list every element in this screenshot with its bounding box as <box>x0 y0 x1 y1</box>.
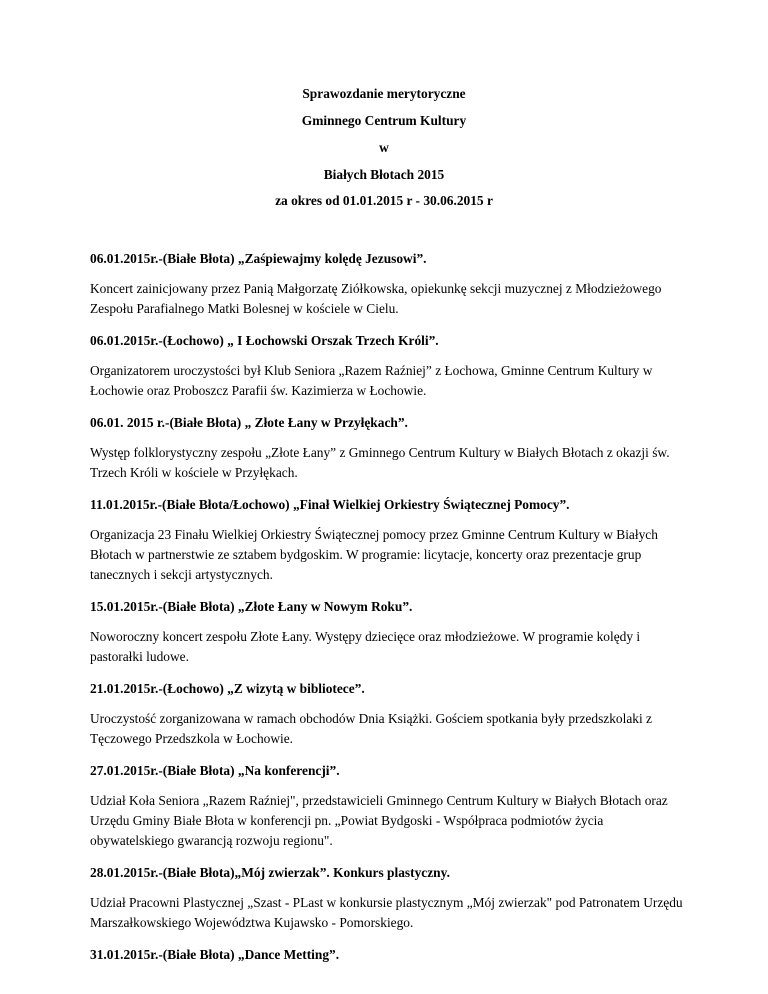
report-period: za okres od 01.01.2015 r - 30.06.2015 r <box>275 193 493 208</box>
report-preposition: w <box>379 140 389 155</box>
event-entry <box>90 414 690 483</box>
event-description: Koncert zainicjowany przez Panią Małgorzatę Ziółkowska, opiekunkę sekcji muzycznej z Młodzieżowego Zespołu Parafialnego Matki Bolesnej w kościele w Cielu. <box>90 281 662 316</box>
event-entry <box>90 864 690 933</box>
event-heading: 21.01.2015r.-(Łochowo) „Z wizytą w bibliotece”. <box>90 681 365 696</box>
event-description: Organizatorem uroczystości był Klub Seniora „Razem Raźniej” z Łochowa, Gminne Centrum Kultury w Łochowie oraz Proboszcz Parafii św. Kazimierza w Łochowie. <box>90 363 653 398</box>
event-description: Organizacja 23 Finału Wielkiej Orkiestry Świątecznej pomocy przez Gminne Centrum Kultury w Białych Błotach w partnerstwie ze sztabem bydgoskim. W programie: licytacje, koncerty oraz prezentacje grup tanecznych i sekcji artystycznych. <box>90 527 658 582</box>
event-entry <box>90 598 690 667</box>
event-heading: 06.01.2015r.-(Białe Błota) „Zaśpiewajmy kolędę Jezusowi”. <box>90 251 427 266</box>
report-title: Sprawozdanie merytoryczne <box>302 86 466 101</box>
event-heading: 15.01.2015r.-(Białe Błota) „Złote Łany w Nowym Roku”. <box>90 599 413 614</box>
event-heading: 06.01. 2015 r.-(Białe Błota) „ Złote Łany w Przyłękach”. <box>90 415 408 430</box>
event-heading: 31.01.2015r.-(Białe Błota) „Dance Metting”. <box>90 947 340 962</box>
event-entry <box>90 680 690 749</box>
event-description: Udział Koła Seniora „Razem Raźniej", przedstawicieli Gminnego Centrum Kultury w Białych Błotach oraz Urzędu Gminy Białe Błota w konferencji pn. „Powiat Bydgoski - Współpraca podmiotów życia obywatelskiego gwarancją rozwoju regionu". <box>90 793 668 848</box>
event-entry <box>90 762 690 851</box>
event-entry <box>90 946 690 963</box>
report-organization: Gminnego Centrum Kultury <box>301 113 467 128</box>
event-heading: 27.01.2015r.-(Białe Błota) „Na konferencji”. <box>90 763 340 778</box>
event-description: Uroczystość zorganizowana w ramach obchodów Dnia Książki. Gościem spotkania były przedszkolaki z Tęczowego Przedszkola w Łochowie. <box>90 711 652 746</box>
event-description: Występ folklorystyczny zespołu „Złote Łany” z Gminnego Centrum Kultury w Białych Błotach z okazji św. Trzech Króli w kościele w Przyłękach. <box>90 445 670 480</box>
event-description: Noworoczny koncert zespołu Złote Łany. Występy dziecięce oraz młodzieżowe. W programie kolędy i pastorałki ludowe. <box>90 629 641 664</box>
event-heading: 06.01.2015r.-(Łochowo) „ I Łochowski Orszak Trzech Króli”. <box>90 333 439 348</box>
report-location: Białych Błotach 2015 <box>323 167 445 182</box>
event-entry <box>90 496 690 585</box>
event-heading: 28.01.2015r.-(Białe Błota)„Mój zwierzak”. Konkurs plastyczny. <box>90 865 450 880</box>
event-entry <box>90 332 690 401</box>
event-list <box>90 250 690 975</box>
event-description: Udział Pracowni Plastycznej „Szast - PLast w konkursie plastycznym „Mój zwierzak" pod Patronatem Urzędu Marszałkowskiego Województwa Kujawsko - Pomorskiego. <box>90 895 683 930</box>
event-heading: 11.01.2015r.-(Białe Błota/Łochowo) „Finał Wielkiej Orkiestry Świątecznej Pomocy”. <box>90 497 570 512</box>
event-entry <box>90 250 690 319</box>
